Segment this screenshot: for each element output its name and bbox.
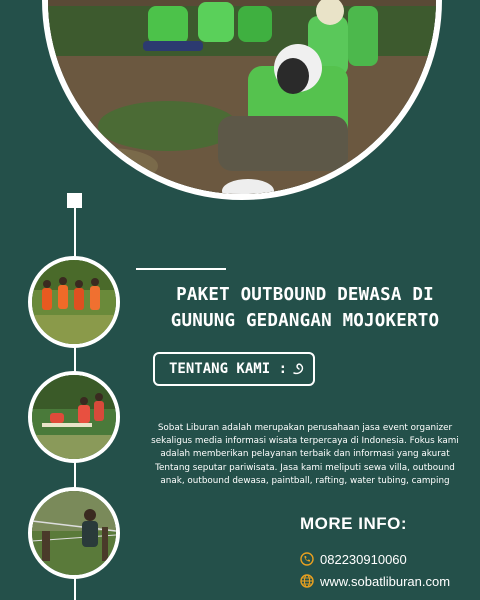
title-line-2: GUNUNG GEDANGAN MOJOKERTO xyxy=(170,311,440,331)
title-line-1: PAKET OUTBOUND DEWASA DI xyxy=(176,285,434,305)
activity-photo-2 xyxy=(28,371,120,463)
website-url: www.sobatliburan.com xyxy=(320,573,451,589)
activity-photo-1 xyxy=(28,256,120,348)
about-us-button[interactable] xyxy=(153,352,315,386)
phone-contact[interactable] xyxy=(300,550,407,568)
phone-number: 082230910060 xyxy=(320,551,407,567)
hero-photo xyxy=(42,0,442,200)
activity-photo-2-illustration xyxy=(32,375,116,459)
title-accent-line xyxy=(136,268,226,270)
page-title xyxy=(140,282,470,334)
more-info-heading: MORE INFO: xyxy=(300,514,407,533)
activity-photo-3-illustration xyxy=(32,491,116,575)
hero-photo-illustration xyxy=(48,0,436,194)
swirl-icon xyxy=(291,361,307,377)
company-description: Sobat Liburan adalah merupakan perusahaan jasa event organizer sekaligus media informasi wisata terpercaya di Indonesia. Fokus kami adalah memberikan pelayanan terbaik dan informasi yang akurat Tentang seputar pariwisata. Jasa kami meliputi sewa villa, outbound anak, outbound dewasa, paintball, rafting, water tubing, camping xyxy=(151,423,459,486)
globe-icon xyxy=(300,574,314,588)
website-contact[interactable] xyxy=(300,572,450,590)
about-us-label: TENTANG KAMI : xyxy=(169,361,288,377)
phone-icon xyxy=(300,552,314,566)
activity-photo-1-illustration xyxy=(32,260,116,344)
activity-photo-3 xyxy=(28,487,120,579)
timeline-square xyxy=(67,193,82,208)
